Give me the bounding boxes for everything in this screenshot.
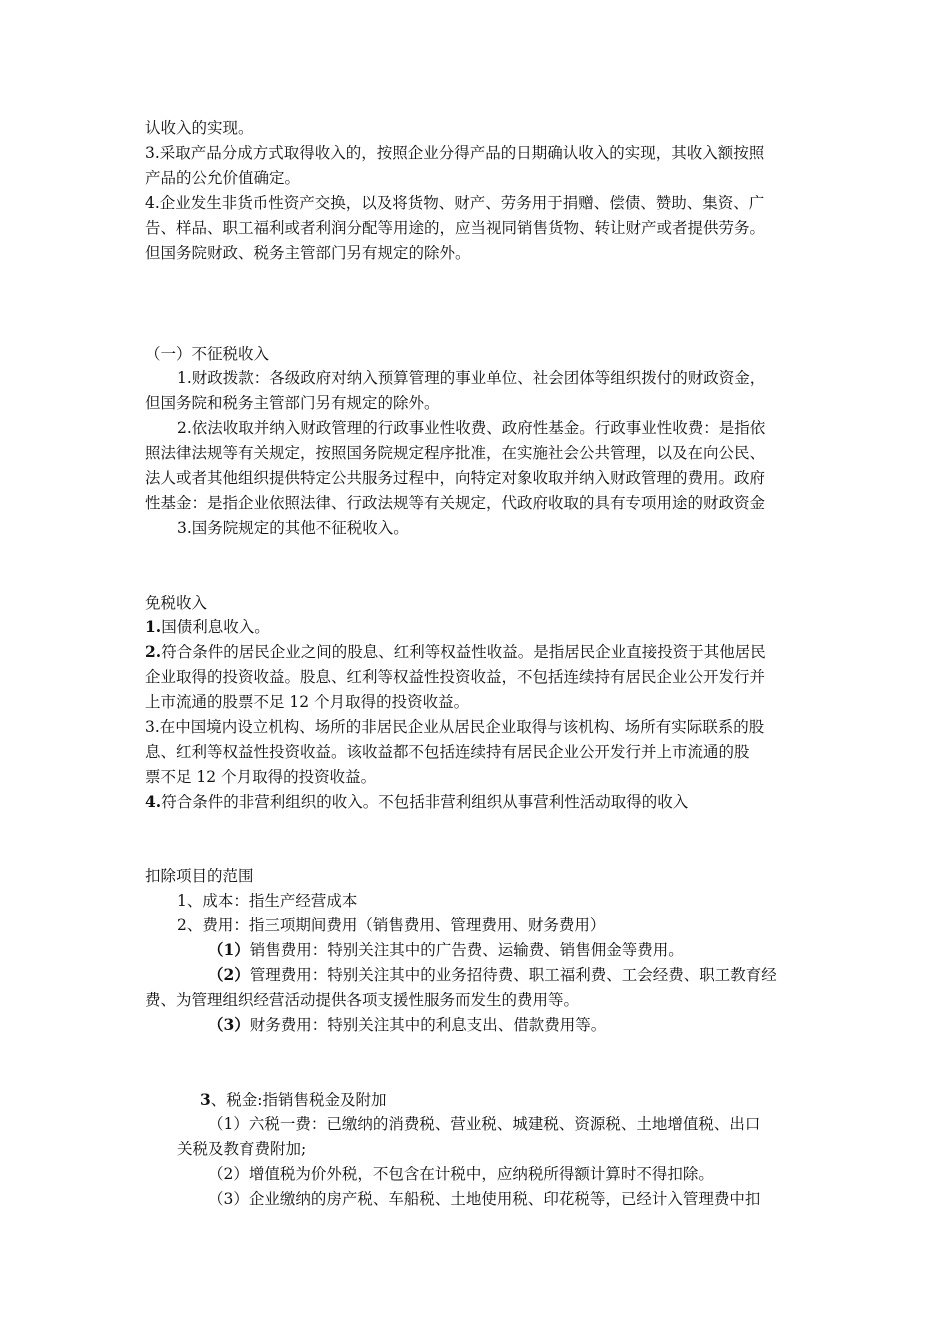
section-title-exempt: 免税收入	[145, 594, 208, 612]
section-title-taxes	[200, 1088, 387, 1112]
paragraph-line: 1.财政拨款：各级政府对纳入预算管理的事业单位、社会团体等组织拨付的财政资金，	[177, 369, 766, 387]
sub-item-text: 销售费用：特别关注其中的广告费、运输费、销售佣金等费用。	[249, 941, 684, 959]
section-title-nontaxable: （一）不征税收入	[145, 345, 270, 363]
section-title-deductions: 扣除项目的范围	[145, 867, 254, 885]
item-number: 1.	[145, 617, 162, 636]
paragraph-line: 但国务院财政、税务主管部门另有规定的除外。	[145, 244, 471, 262]
paragraph-line: 息、红利等权益性投资收益。该收益都不包括连续持有居民企业公开发行并上市流通的股	[145, 743, 750, 761]
paragraph-line: 性基金：是指企业依照法律、行政法规等有关规定，代政府收取的具有专项用途的财政资金	[145, 494, 766, 512]
sub-item-text: 财务费用：特别关注其中的利息支出、借款费用等。	[249, 1016, 607, 1034]
list-item	[145, 640, 766, 664]
paragraph-line: 企业取得的投资收益。股息、红利等权益性投资收益，不包括连续持有居民企业公开发行并	[145, 668, 766, 686]
paragraph-line: （2）增值税为价外税，不包含在计税中，应纳税所得额计算时不得扣除。	[208, 1165, 714, 1183]
paragraph-line: 法人或者其他组织提供特定公共服务过程中，向特定对象收取并纳入财政管理的费用。政府	[145, 469, 766, 487]
paragraph-line: （3）企业缴纳的房产税、车船税、土地使用税、印花税等，已经计入管理费中扣	[208, 1190, 761, 1208]
paragraph-line: 照法律法规等有关规定，按照国务院规定程序批准，在实施社会公共管理，以及在向公民、	[145, 444, 766, 462]
list-item	[145, 615, 270, 639]
sub-item-number: （1）	[208, 940, 250, 959]
paragraph-line: 票不足 12 个月取得的投资收益。	[145, 768, 377, 786]
sub-item-text: 管理费用：特别关注其中的业务招待费、职工福利费、工会经费、职工教育经	[249, 966, 777, 984]
paragraph-line: 2、费用：指三项期间费用（销售费用、管理费用、财务费用）	[177, 916, 606, 934]
title-text: 、税金:指销售税金及附加	[210, 1091, 387, 1109]
sub-item	[208, 1013, 606, 1037]
paragraph-line: 1、成本：指生产经营成本	[177, 892, 358, 910]
item-text: 符合条件的非营利组织的收入。不包括非营利组织从事营利性活动取得的收入	[161, 793, 689, 811]
paragraph-line: 3.采取产品分成方式取得收入的，按照企业分得产品的日期确认收入的实现，其收入额按照	[145, 144, 765, 162]
item-number: 2.	[145, 642, 162, 661]
sub-item	[208, 938, 684, 962]
paragraph-line: 费、为管理组织经营活动提供各项支援性服务而发生的费用等。	[145, 991, 580, 1009]
paragraph-line: 产品的公允价值确定。	[145, 169, 301, 187]
paragraph-line: 3.国务院规定的其他不征税收入。	[177, 519, 409, 537]
paragraph-line: 3.在中国境内设立机构、场所的非居民企业从居民企业取得与该机构、场所有实际联系的股	[145, 718, 765, 736]
item-text: 国债利息收入。	[161, 618, 270, 636]
paragraph-line: 4.企业发生非货币性资产交换，以及将货物、财产、劳务用于捐赠、偿债、赞助、集资、广	[145, 194, 765, 212]
paragraph-line: 但国务院和税务主管部门另有规定的除外。	[145, 394, 440, 412]
paragraph-line: （1）六税一费：已缴纳的消费税、营业税、城建税、资源税、土地增值税、出口	[208, 1115, 761, 1133]
list-item	[145, 790, 688, 814]
paragraph-line: 告、样品、职工福利或者利润分配等用途的，应当视同销售货物、转让财产或者提供劳务。	[145, 219, 766, 237]
item-text: 符合条件的居民企业之间的股息、红利等权益性收益。是指居民企业直接投资于其他居民	[161, 643, 766, 661]
sub-item-number: （3）	[208, 1015, 250, 1034]
paragraph-line: 关税及教育费附加;	[177, 1140, 307, 1158]
item-number: 4.	[145, 792, 162, 811]
sub-item	[208, 963, 777, 987]
paragraph-line: 2.依法收取并纳入财政管理的行政事业性收费、政府性基金。行政事业性收费：是指依	[177, 419, 766, 437]
title-number: 3	[200, 1090, 211, 1109]
paragraph-line: 认收入的实现。	[145, 119, 254, 137]
sub-item-number: （2）	[208, 965, 250, 984]
paragraph-line: 上市流通的股票不足 12 个月取得的投资收益。	[145, 693, 470, 711]
